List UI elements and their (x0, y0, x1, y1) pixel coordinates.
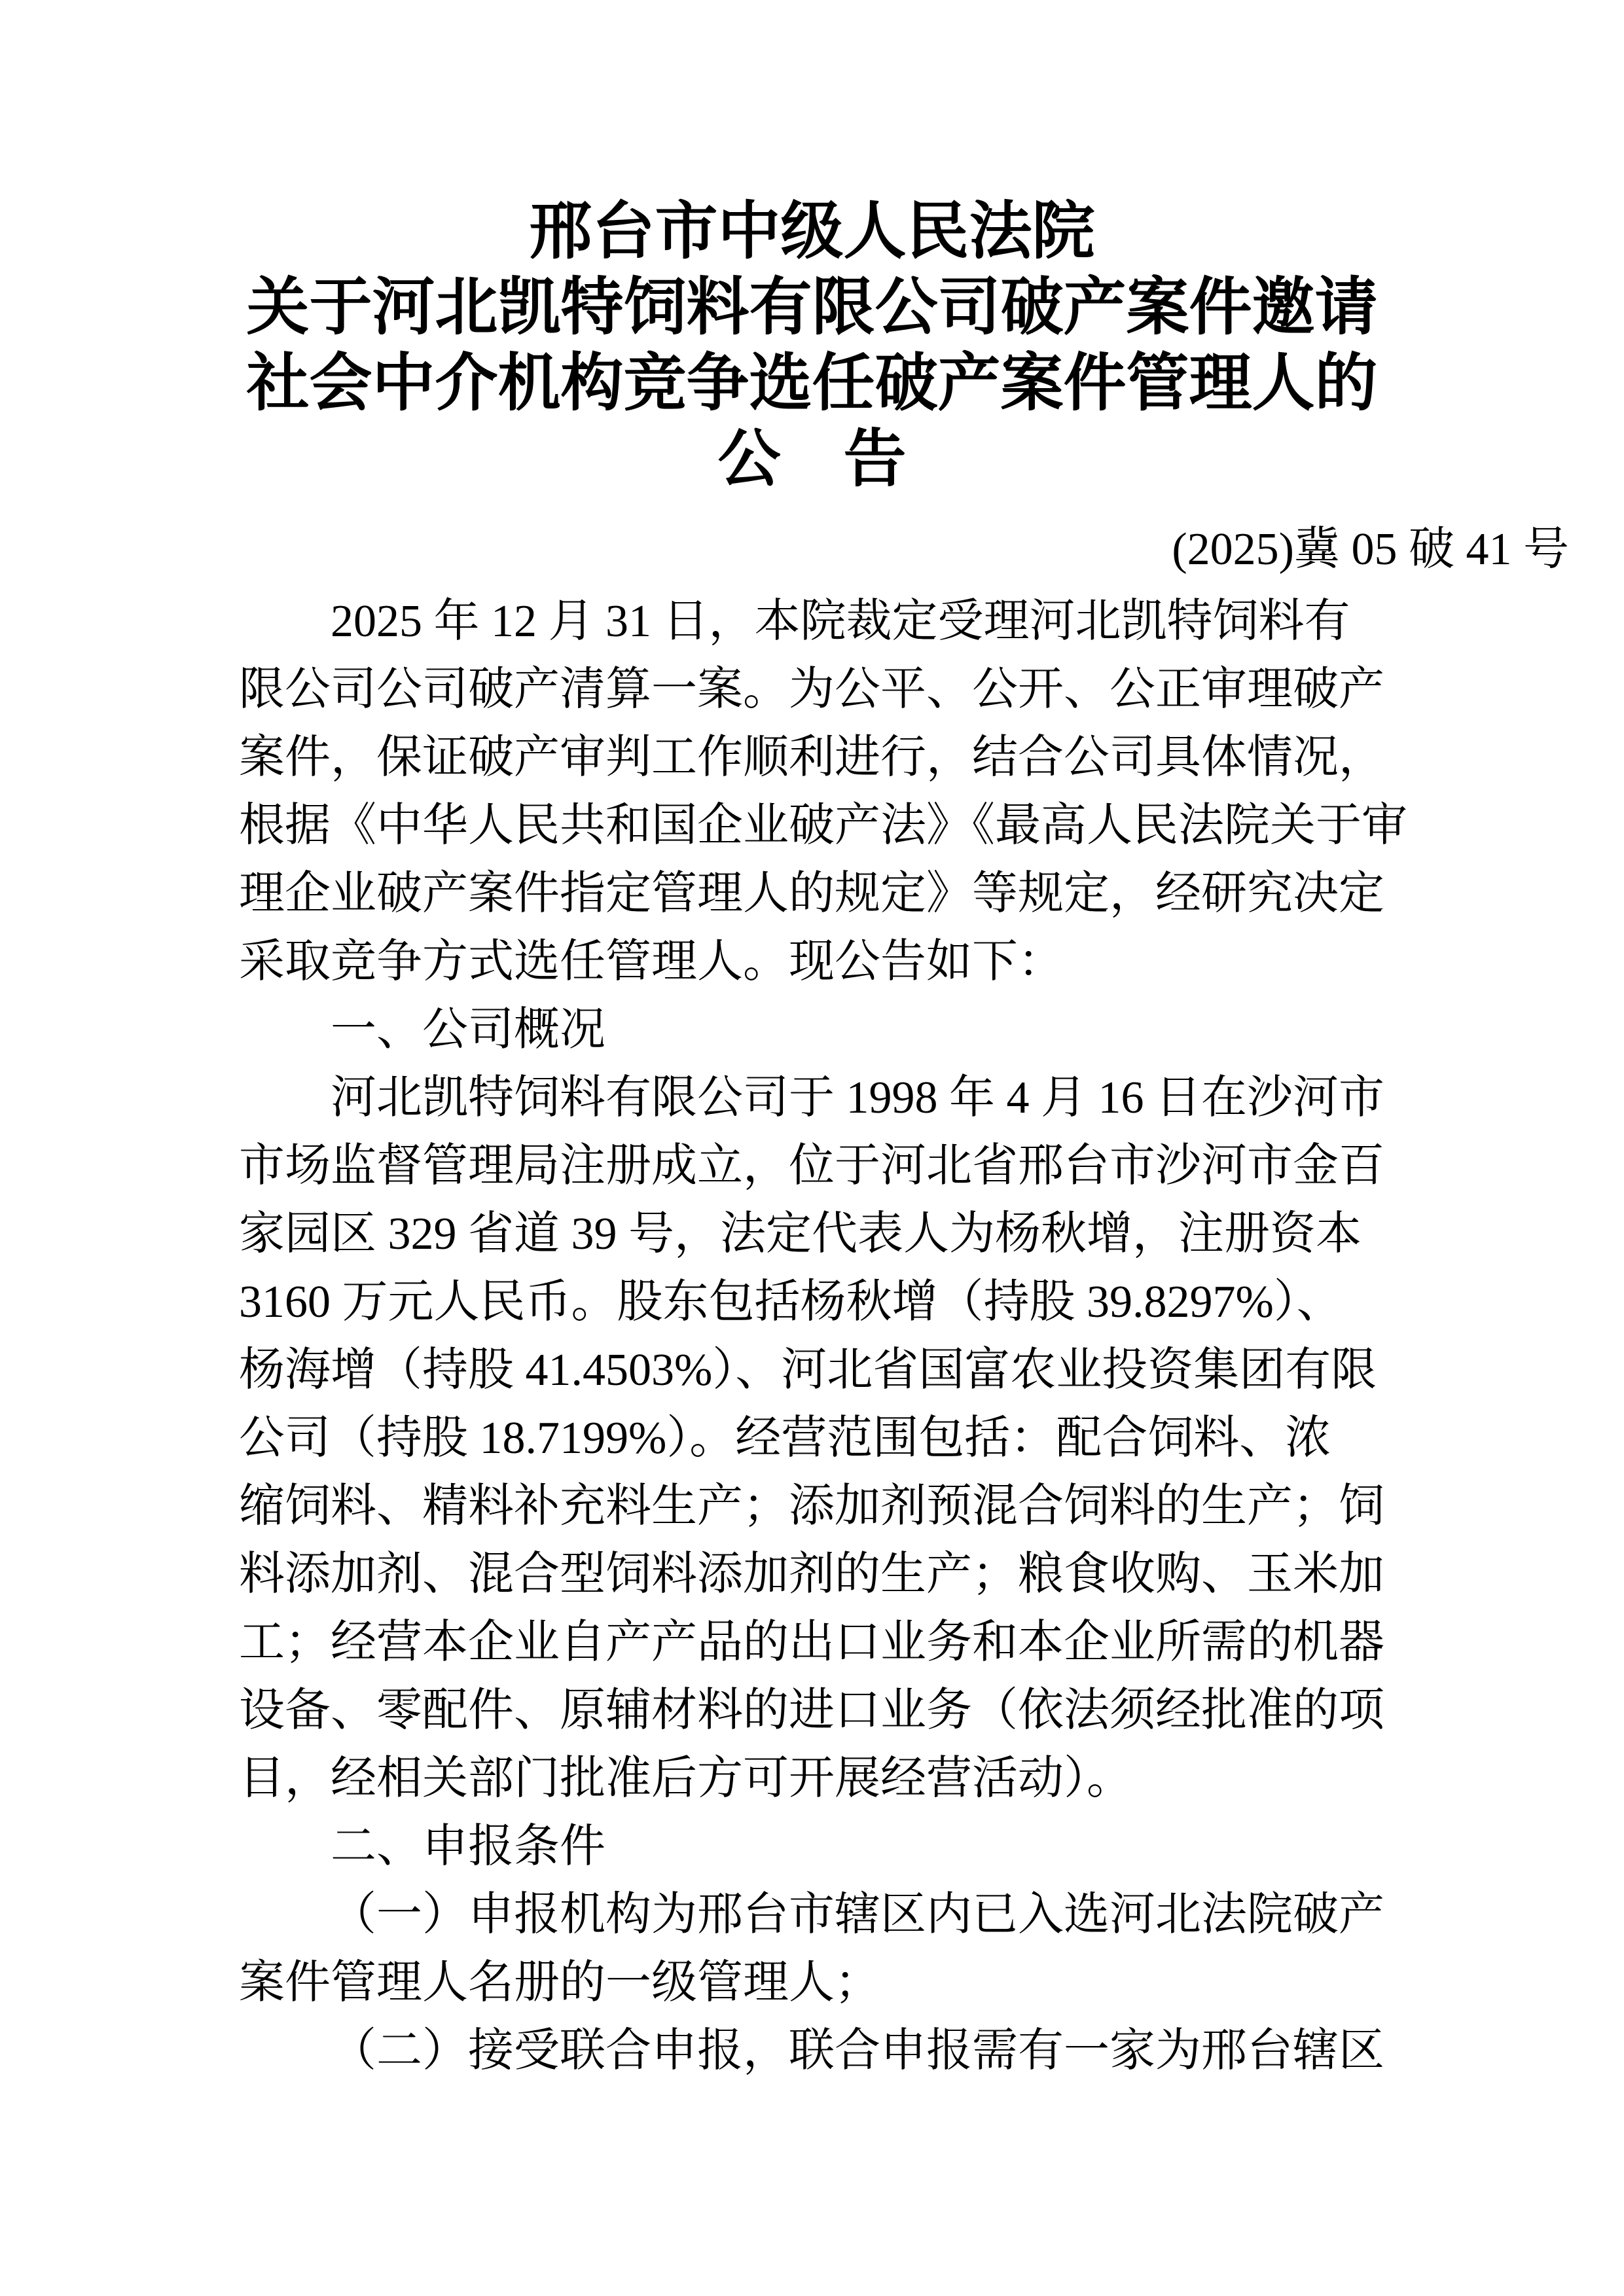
title-subject-line-2: 社会中介机构竞争选任破产案件管理人的 (246, 348, 1378, 418)
body-line: 3160 万元人民币。股东包括杨秋增（持股 39.8297%）、 (239, 1277, 1343, 1327)
body-line: 案件，保证破产审判工作顺利进行，结合公司具体情况， (239, 732, 1384, 783)
body-line: 2025 年 12 月 31 日，本院裁定受理河北凯特饲料有 (331, 596, 1350, 647)
body-line: （二）接受联合申报，联合申报需有一家为邢台辖区 (331, 2026, 1384, 2076)
body-line: 工；经营本企业自产产品的出口业务和本企业所需的机器 (239, 1617, 1384, 1668)
body-line: 市场监督管理局注册成立，位于河北省邢台市沙河市金百 (239, 1141, 1384, 1191)
title-subject-line-1: 关于河北凯特饲料有限公司破产案件邀请 (246, 272, 1378, 342)
document-body (239, 588, 1407, 2085)
body-line: 一、公司概况 (331, 1005, 605, 1055)
body-line: 限公司公司破产清算一案。为公平、公开、公正审理破产 (239, 664, 1384, 715)
document-title (0, 0, 1624, 497)
body-line: 二、申报条件 (331, 1821, 605, 1872)
body-line: 河北凯特饲料有限公司于 1998 年 4 月 16 日在沙河市 (331, 1073, 1384, 1123)
body-line: 料添加剂、混合型饲料添加剂的生产；粮食收购、玉米加 (239, 1549, 1384, 1600)
body-line: 采取竞争方式选任管理人。现公告如下： (239, 937, 1064, 987)
body-line: 案件管理人名册的一级管理人； (239, 1958, 880, 2008)
body-line: 家园区 329 省道 39 号，法定代表人为杨秋增，注册资本 (239, 1209, 1362, 1259)
title-court-name: 邢台市中级人民法院 (529, 196, 1095, 266)
body-line: 根据《中华人民共和国企业破产法》《最高人民法院关于审 (239, 800, 1407, 851)
body-line: 杨海增（持股 41.4503%）、河北省国富农业投资集团有限 (239, 1345, 1377, 1395)
body-line: 缩饲料、精料补充料生产；添加剂预混合饲料的生产；饲 (239, 1481, 1384, 1532)
body-line: 公司（持股 18.7199%）。经营范围包括：配合饲料、浓 (239, 1413, 1331, 1463)
case-number: (2025)冀 05 破 41 号 (1172, 524, 1569, 575)
body-line: 理企业破产案件指定管理人的规定》等规定，经研究决定 (239, 869, 1384, 919)
title-announcement-word: 公 告 (717, 424, 907, 494)
body-line: （一）申报机构为邢台市辖区内已入选河北法院破产 (331, 1890, 1384, 1940)
body-line: 设备、零配件、原辅材料的进口业务（依法须经批准的项 (239, 1685, 1384, 1736)
body-line: 目，经相关部门批准后方可开展经营活动）。 (239, 1753, 1132, 1804)
